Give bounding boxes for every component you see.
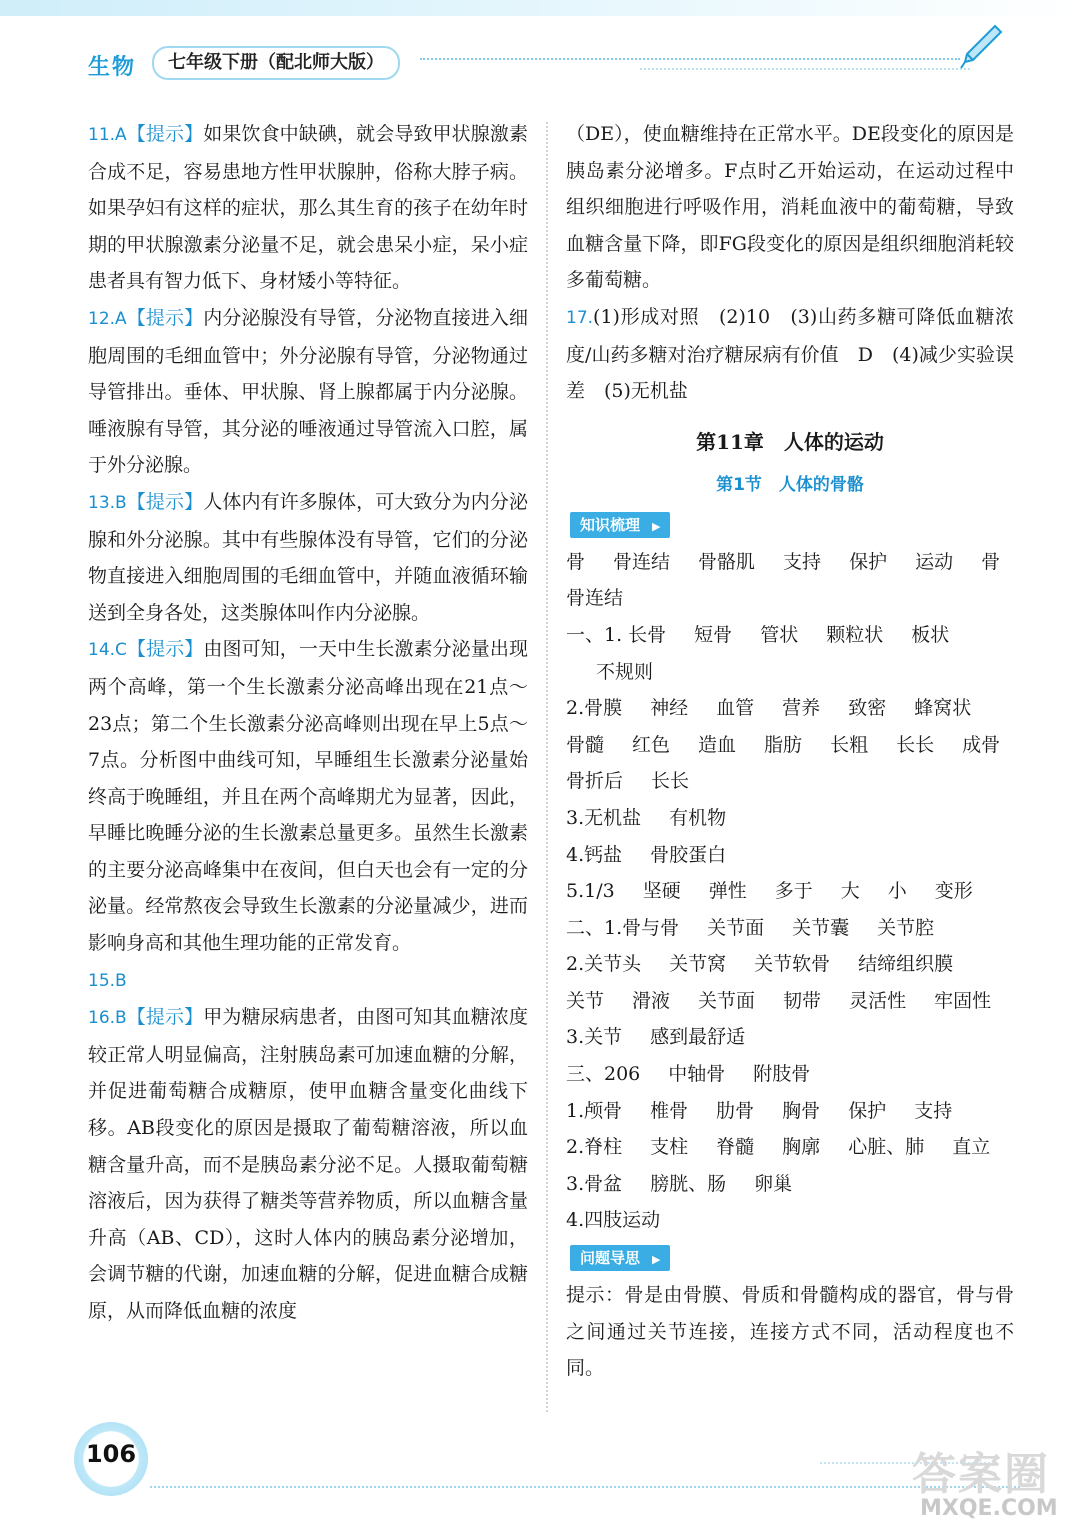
knowledge-term: 长长: [651, 770, 690, 793]
knowledge-term: 支持: [914, 1099, 953, 1122]
knowledge-term: 小: [887, 880, 907, 903]
knowledge-term: 4.钙盐: [566, 843, 623, 866]
play-arrow-icon: ▶: [652, 519, 661, 533]
knowledge-term: 保护: [848, 1099, 887, 1122]
knowledge-term: 骨: [981, 550, 1001, 573]
question-guide-label: 问题导思: [580, 1249, 641, 1268]
answer-number: 13.B: [88, 492, 127, 513]
answer-text: 由图可知，一天中生长激素分泌量出现两个高峰，第一个生长激素分泌高峰出现在21点～23点；第二个生长激素分泌高峰则出现在早上5点～7点。分析图中曲线可知，早睡组生长激素分泌量始终高于晚睡组，并且在两个高峰期尤为显著，因此，早睡比晚睡分泌的生长激素总量更多。虽然生长激素的主要分泌高峰集中在夜间，但白天也会有一定的分泌量。经常熬夜会导致生长激素的分泌量减少，进而影响身高和其他生理功能的正常发育。: [88, 638, 528, 955]
knowledge-term: 成骨: [962, 733, 1001, 756]
knowledge-term: 关节面: [707, 916, 765, 939]
knowledge-term: 关节软骨: [754, 953, 831, 976]
knowledge-row: [566, 1056, 1014, 1093]
knowledge-term: 血管: [716, 697, 755, 720]
header-dotted-line: [420, 58, 960, 60]
knowledge-row: [566, 946, 1014, 983]
knowledge-term: 板状: [911, 623, 950, 646]
answer-item: [88, 300, 528, 484]
knowledge-term: 骨: [566, 550, 586, 573]
knowledge-term: 颗粒状: [826, 623, 884, 646]
knowledge-term: 管状: [760, 623, 799, 646]
knowledge-term: 有机物: [669, 806, 727, 829]
hint-label: 【提示】: [126, 490, 204, 513]
knowledge-term: 骨髓: [566, 733, 605, 756]
answer-item: [88, 116, 528, 300]
knowledge-row: [566, 690, 1014, 727]
knowledge-term: 保护: [849, 550, 888, 573]
knowledge-row: [566, 580, 1014, 617]
knowledge-term: 短骨: [694, 623, 733, 646]
knowledge-row: [566, 837, 1014, 874]
knowledge-term: 变形: [934, 880, 973, 903]
knowledge-term: 骨连结: [613, 550, 671, 573]
knowledge-term: 中轴骨: [668, 1063, 726, 1086]
knowledge-row: [566, 654, 1014, 691]
knowledge-term: 神经: [650, 697, 689, 720]
knowledge-term: 5.1/3: [566, 880, 615, 903]
pen-icon: [955, 22, 1005, 72]
knowledge-term: 长粗: [830, 733, 869, 756]
answer-17-text: (1)形成对照 (2)10 (3)山药多糖可降低血糖浓度/山药多糖对治疗糖尿病有价值 D (4)减少实验误差 (5)无机盐: [566, 305, 1014, 403]
knowledge-term: 卵巢: [754, 1172, 793, 1195]
chapter-title: 第11章 人体的运动: [696, 429, 884, 454]
answer-17: [566, 299, 1014, 410]
knowledge-term: 骨胶蛋白: [650, 843, 727, 866]
hint-label: 【提示】: [126, 123, 204, 145]
top-color-band: [0, 0, 1081, 16]
play-arrow-icon: ▶: [652, 1253, 661, 1267]
knowledge-term: 长长: [896, 733, 935, 756]
answer-text: 甲为糖尿病患者，由图可知其血糖浓度较正常人明显偏高，注射胰岛素可加速血糖的分解，并促进葡萄糖合成糖原，使甲血糖含量变化曲线下移。AB段变化的原因是摄取了葡萄糖溶液，所以血糖含量升高，而不是胰岛素分泌不足。人摄取葡萄糖溶液后，因为获得了糖类等营养物质，所以血糖含量升高（AB、CD），这时人体内的胰岛素分泌增加，会调节糖的代谢，加速血糖的分解，促进血糖合成糖原，从而降低血糖的浓度: [88, 1006, 528, 1322]
knowledge-term: 灵活性: [849, 989, 907, 1012]
knowledge-term: 结缔组织膜: [858, 953, 954, 976]
knowledge-term: 2.脊柱: [566, 1136, 623, 1159]
answer-text: 如果饮食中缺碘，就会导致甲状腺激素合成不足，容易患地方性甲状腺肿，俗称大脖子病。如果孕妇有这样的症状，那么其生育的孩子在幼年时期的甲状腺激素分泌量不足，就会患呆小症，呆小症患者具有智力低下、身材矮小等特征。: [88, 123, 528, 293]
knowledge-row: [566, 1166, 1014, 1203]
knowledge-term: 不规则: [596, 660, 654, 683]
knowledge-term: 椎骨: [650, 1099, 689, 1122]
watermark-url: MXQE.COM: [920, 1496, 1058, 1521]
answer-number: 16.B: [88, 1008, 127, 1029]
knowledge-list: [566, 544, 1014, 1239]
answer-16-continued: （DE），使血糖维持在正常水平。DE段变化的原因是胰岛素分泌增多。F点时乙开始运动，在运动过程中组织细胞进行呼吸作用，消耗血液中的葡萄糖，导致血糖含量下降，即FG段变化的原因是组织细胞消耗较多葡萄糖。: [566, 123, 1014, 292]
knowledge-term: 弹性: [708, 880, 747, 903]
answer-number: 14.C: [88, 640, 127, 661]
knowledge-row: [566, 1093, 1014, 1130]
hint-label: 【提示】: [126, 306, 204, 329]
knowledge-term: 三、206: [566, 1063, 641, 1086]
answer-17-number: 17.: [566, 307, 594, 328]
section-title: 第1节 人体的骨骼: [716, 474, 864, 495]
answer-item: [88, 999, 528, 1329]
knowledge-term: 关节窝: [669, 953, 727, 976]
header-dotted-line-2: [640, 68, 970, 70]
knowledge-term: 心脏、肺: [848, 1136, 925, 1159]
knowledge-term: 支持: [783, 550, 822, 573]
header-subject: 生物: [88, 55, 137, 80]
knowledge-term: 运动: [915, 550, 954, 573]
knowledge-term: 2.骨膜: [566, 697, 623, 720]
hint-label: 【提示】: [126, 638, 204, 661]
question-guide-hint: 提示：骨是由骨膜、骨质和骨髓构成的器官，骨与骨之间通过关节连接，连接方式不同，活动程度也不同。: [566, 1284, 1014, 1380]
knowledge-term: 大: [840, 880, 860, 903]
knowledge-term: 3.骨盆: [566, 1172, 623, 1195]
header-grade-badge: 七年级下册（配北师大版）: [152, 46, 400, 80]
knowledge-term: 关节: [566, 989, 605, 1012]
knowledge-term: 直立: [952, 1136, 991, 1159]
knowledge-row: [566, 727, 1014, 764]
knowledge-term: 感到最舒适: [650, 1026, 746, 1049]
knowledge-term: 脊髓: [716, 1136, 755, 1159]
knowledge-term: 肋骨: [716, 1099, 755, 1122]
answer-number: 15.B: [88, 970, 127, 991]
knowledge-term: 致密: [848, 697, 887, 720]
knowledge-term: 1.颅骨: [566, 1099, 623, 1122]
page-number: 106: [85, 1440, 137, 1468]
knowledge-term: 骨骼肌: [698, 550, 756, 573]
knowledge-row: [566, 1019, 1014, 1056]
knowledge-term: 滑液: [632, 989, 671, 1012]
answer-item: [88, 631, 528, 961]
knowledge-term: 骨折后: [566, 770, 624, 793]
knowledge-term: 3.关节: [566, 1026, 623, 1049]
knowledge-term: 胸廓: [782, 1136, 821, 1159]
knowledge-term: 骨连结: [566, 587, 624, 610]
answer-item: [88, 484, 528, 631]
knowledge-term: 脂肪: [764, 733, 803, 756]
knowledge-term: 二、1.骨与骨: [566, 916, 680, 939]
answer-item: [88, 962, 528, 1000]
knowledge-row: [566, 910, 1014, 947]
knowledge-term: 胸骨: [782, 1099, 821, 1122]
knowledge-term: 韧带: [783, 989, 822, 1012]
knowledge-term: 附肢骨: [753, 1063, 811, 1086]
knowledge-term: 造血: [698, 733, 737, 756]
answer-number: 12.A: [88, 308, 127, 329]
knowledge-row: [566, 544, 1014, 581]
knowledge-term: 牢固性: [934, 989, 992, 1012]
knowledge-row: [566, 873, 1014, 910]
question-guide-tag: [570, 1245, 670, 1271]
knowledge-term: 3.无机盐: [566, 806, 642, 829]
knowledge-row: [566, 763, 1014, 800]
answer-text: 人体内有许多腺体，可大致分为内分泌腺和外分泌腺。其中有些腺体没有导管，它们的分泌物直接进入细胞周围的毛细血管中，并随血液循环输送到全身各处，这类腺体叫作内分泌腺。: [88, 490, 528, 624]
knowledge-row: [566, 617, 1014, 654]
knowledge-term: 营养: [782, 697, 821, 720]
knowledge-term: 关节腔: [877, 916, 935, 939]
knowledge-row: [566, 1129, 1014, 1166]
watermark-logo: 答案圈: [912, 1449, 1050, 1500]
knowledge-review-tag: [570, 512, 670, 538]
knowledge-row: [566, 1202, 1014, 1239]
column-divider: [546, 122, 548, 1412]
knowledge-review-label: 知识梳理: [580, 515, 641, 534]
knowledge-term: 2.关节头: [566, 953, 642, 976]
answer-number: 11.A: [88, 125, 127, 145]
knowledge-term: 多于: [774, 880, 813, 903]
knowledge-term: 膀胱、肠: [650, 1172, 727, 1195]
knowledge-term: 一、1. 长骨: [566, 623, 667, 646]
knowledge-row: [566, 983, 1014, 1020]
footer-dotted-line: [150, 1486, 1020, 1488]
knowledge-term: 坚硬: [642, 880, 681, 903]
hint-label: 【提示】: [126, 1006, 204, 1029]
knowledge-row: [566, 800, 1014, 837]
knowledge-term: 支柱: [650, 1136, 689, 1159]
knowledge-term: 红色: [632, 733, 671, 756]
right-column: [566, 116, 1014, 1387]
knowledge-term: 关节囊: [792, 916, 850, 939]
knowledge-term: 4.四肢运动: [566, 1209, 661, 1232]
knowledge-term: 关节面: [698, 989, 756, 1012]
answer-text: 内分泌腺没有导管，分泌物直接进入细胞周围的毛细血管中；外分泌腺有导管，分泌物通过导管排出。垂体、甲状腺、肾上腺都属于内分泌腺。唾液腺有导管，其分泌的唾液通过导管流入口腔，属于外分泌腺。: [88, 306, 528, 477]
knowledge-term: 蜂窝状: [914, 697, 972, 720]
left-column: [88, 116, 528, 1330]
